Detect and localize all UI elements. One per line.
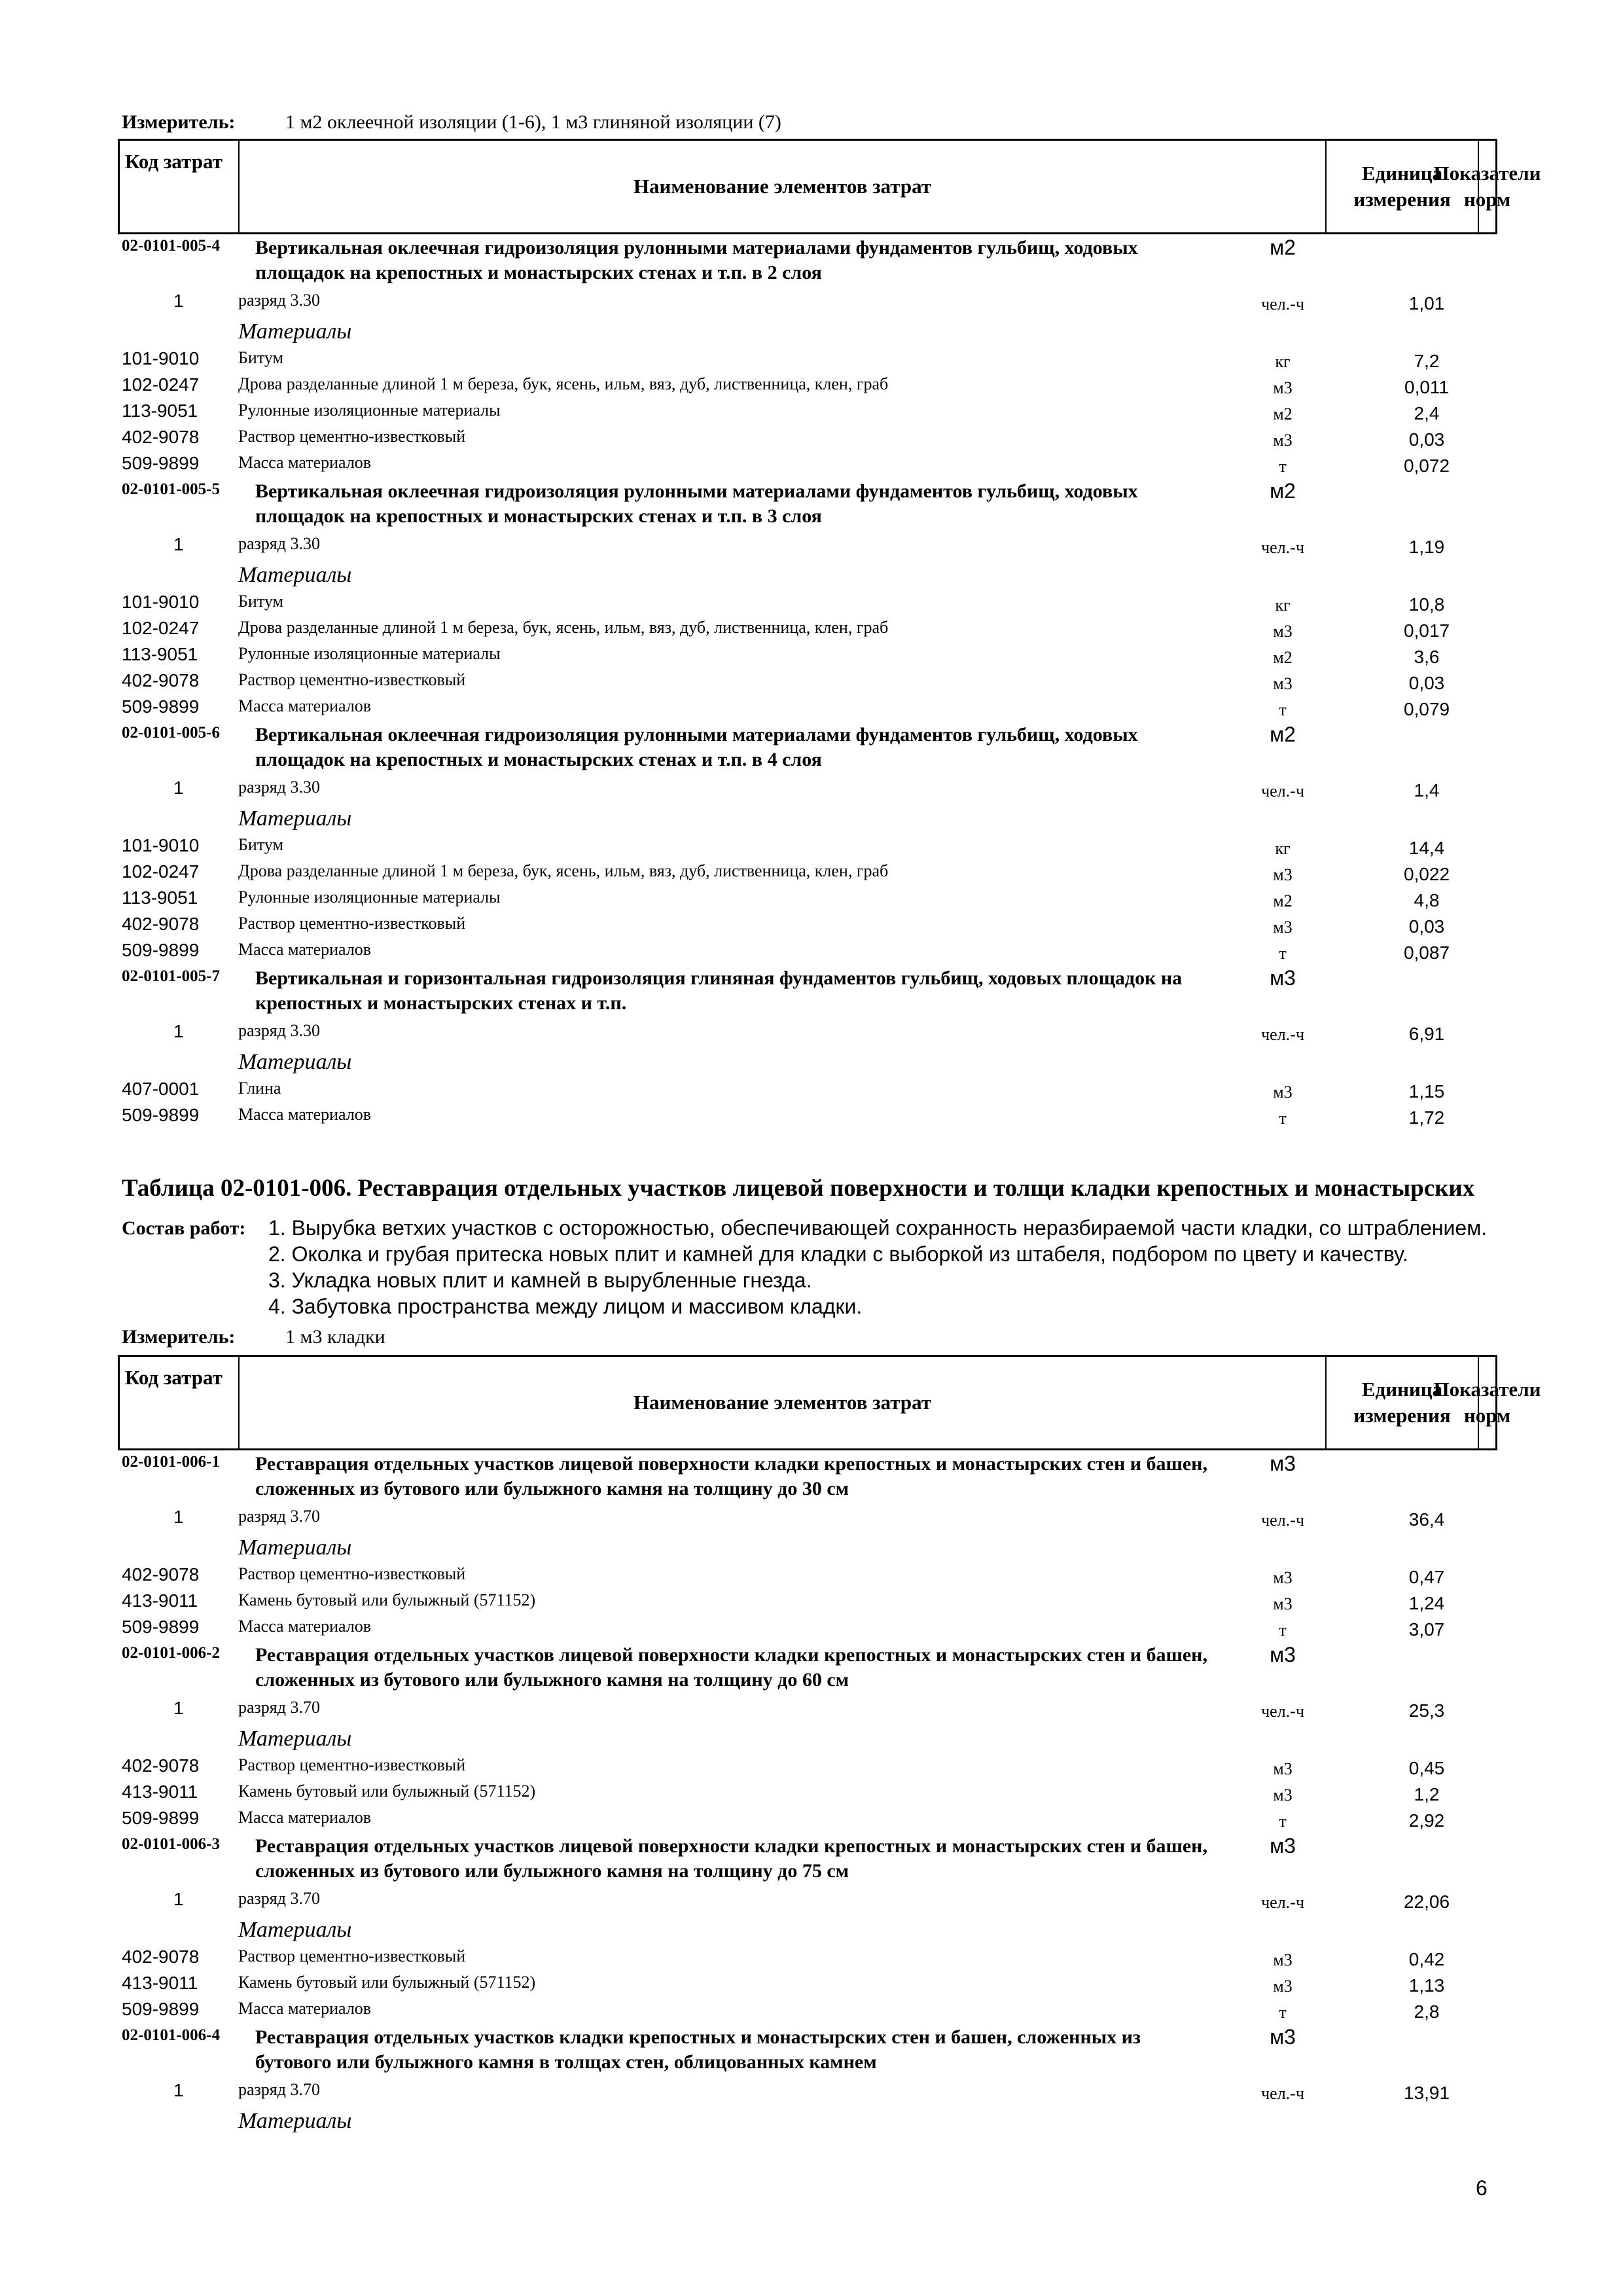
row-name: Раствор цементно-известковый — [238, 1946, 466, 1965]
row-value: 1,72 — [1408, 1107, 1445, 1128]
table-body-2 — [0, 1452, 1623, 2138]
row-name: Реставрация отдельных участков кладки крепостных и монастырских стен и башен, сложенных из бутового или булыжного камня в толщах стен, облицованных камнем — [255, 2026, 1141, 2073]
row-code: 113-9051 — [122, 644, 198, 664]
table-row — [0, 618, 1623, 644]
table-row — [0, 644, 1623, 670]
row-code: 402-9078 — [122, 1755, 200, 1776]
row-name: Материалы — [238, 1727, 352, 1751]
row-name: Масса материалов — [238, 940, 372, 959]
row-code: 113-9051 — [122, 401, 198, 421]
row-name: Масса материалов — [238, 696, 372, 715]
row-name: Масса материалов — [238, 453, 372, 472]
row-code: 509-9899 — [122, 1808, 200, 1828]
row-name: Вертикальная оклеечная гидроизоляция рулонными материалами фундаментов гульбищ, ходовых площадок на крепостных и монастырских стенах и т.п. в 4 слоя — [255, 724, 1138, 770]
header-norm: Показатели норм — [1433, 1378, 1541, 1427]
header-name: Наименование элементов затрат — [240, 141, 1327, 232]
table-row — [0, 453, 1623, 479]
row-value: 10,8 — [1408, 594, 1445, 615]
row-name: разряд 3.70 — [238, 1889, 320, 1908]
row-unit: м3 — [1273, 918, 1293, 937]
row-code: 101-9010 — [122, 348, 200, 368]
row-code: 509-9899 — [122, 696, 200, 717]
page-number: 6 — [1476, 2176, 1488, 2200]
table-row — [0, 562, 1623, 592]
table-row — [0, 1698, 1623, 1725]
row-code: 402-9078 — [122, 670, 200, 691]
row-value: 3,6 — [1414, 647, 1440, 667]
row-unit: м3 — [1273, 1950, 1293, 1969]
table-row — [0, 1452, 1623, 1507]
table-row — [0, 318, 1623, 348]
measure-line-2 — [122, 1326, 385, 1348]
row-unit: м2 — [1270, 236, 1296, 259]
row-value: 4,8 — [1414, 890, 1440, 910]
header-unit: Единица измерения — [1327, 1357, 1479, 1448]
table-row — [0, 348, 1623, 374]
row-name: Рулонные изоляционные материалы — [238, 644, 501, 663]
table-row — [0, 1946, 1623, 1973]
row-value: 0,45 — [1408, 1758, 1445, 1778]
row-name: Битум — [238, 348, 283, 367]
row-code: 413-9011 — [122, 1782, 198, 1802]
table-row — [0, 1808, 1623, 1834]
table-row — [0, 374, 1623, 401]
row-name: Дрова разделанные длиной 1 м береза, бук, ясень, ильм, вяз, дуб, лиственница, клен, граб — [238, 861, 889, 880]
table-row — [0, 401, 1623, 427]
row-code: 509-9899 — [122, 1617, 200, 1637]
row-unit: т — [1279, 700, 1287, 719]
row-unit: м3 — [1273, 378, 1293, 397]
row-code: 413-9011 — [122, 1973, 198, 1993]
table-row — [0, 723, 1623, 778]
table-row — [0, 1973, 1623, 1999]
row-code: 101-9010 — [122, 835, 200, 855]
row-unit: м3 — [1273, 865, 1293, 884]
row-value: 1,15 — [1408, 1081, 1445, 1102]
table-row — [0, 2108, 1623, 2138]
row-value: 2,4 — [1414, 403, 1440, 423]
table-row — [0, 1889, 1623, 1916]
row-code: 509-9899 — [122, 940, 200, 960]
row-unit: т — [1279, 1621, 1287, 1640]
row-value: 0,011 — [1404, 377, 1449, 397]
sostav-item: 1. Вырубка ветхих участков с осторожностью, обеспечивающей сохранность неразбираемой части кладки, со штраблением. — [268, 1216, 1488, 1240]
row-code: 1 — [173, 1889, 184, 1909]
row-value: 0,47 — [1408, 1567, 1445, 1587]
row-value: 0,022 — [1403, 864, 1450, 884]
table-row — [0, 1916, 1623, 1946]
row-name: Дрова разделанные длиной 1 м береза, бук, ясень, ильм, вяз, дуб, лиственница, клен, граб — [238, 618, 889, 637]
row-name: Материалы — [238, 1050, 352, 1074]
row-unit: м3 — [1270, 1834, 1296, 1857]
sostav-item: 2. Околка и грубая притеска новых плит и камней для кладки с выборкой из штабеля, подбором по цвету и качеству. — [268, 1242, 1408, 1266]
row-name: разряд 3.70 — [238, 1507, 320, 1526]
table-body-1 — [0, 236, 1623, 1131]
row-name: Материалы — [238, 2109, 352, 2133]
row-name: Масса материалов — [238, 1999, 372, 2018]
header-norm: Показатели норм — [1433, 162, 1541, 211]
row-value: 14,4 — [1408, 838, 1445, 858]
row-value: 3,07 — [1408, 1619, 1445, 1640]
row-unit: м3 — [1273, 1568, 1293, 1587]
table-row — [0, 835, 1623, 861]
table-row — [0, 1021, 1623, 1049]
row-name: Камень бутовый или булыжный (571152) — [238, 1973, 536, 1992]
sostav-label: Состав работ: — [122, 1217, 246, 1239]
row-name: Битум — [238, 592, 283, 611]
table-row — [0, 2025, 1623, 2080]
row-unit: т — [1279, 2003, 1287, 2022]
row-unit: м3 — [1273, 1759, 1293, 1778]
table-header-2 — [118, 1355, 1541, 1450]
row-code: 102-0247 — [122, 861, 200, 882]
row-code: 102-0247 — [122, 374, 200, 395]
row-value: 0,42 — [1408, 1949, 1445, 1969]
row-value: 22,06 — [1403, 1892, 1450, 1912]
row-unit: кг — [1275, 839, 1291, 858]
row-value: 0,072 — [1403, 456, 1450, 476]
row-value: 1,01 — [1408, 293, 1445, 314]
table-row — [0, 1755, 1623, 1782]
row-name: Раствор цементно-известковый — [238, 427, 466, 446]
header-unit: Единица измерения — [1327, 141, 1479, 232]
row-name: разряд 3.70 — [238, 1698, 320, 1717]
row-name: разряд 3.30 — [238, 778, 320, 797]
row-unit: м3 — [1273, 1083, 1293, 1102]
row-name: Масса материалов — [238, 1105, 372, 1124]
table-row — [0, 534, 1623, 562]
row-code: 509-9899 — [122, 1105, 200, 1125]
table-row — [0, 670, 1623, 696]
row-unit: т — [1279, 457, 1287, 476]
row-unit: м3 — [1273, 1977, 1293, 1996]
row-name: Раствор цементно-известковый — [238, 914, 466, 933]
row-unit: м2 — [1273, 404, 1293, 423]
row-value: 6,91 — [1408, 1024, 1445, 1044]
measure-value: 1 м3 кладки — [285, 1326, 385, 1348]
table-row — [0, 236, 1623, 291]
row-value: 1,2 — [1414, 1784, 1440, 1804]
row-code: 02-0101-006-1 — [122, 1453, 220, 1471]
row-value: 2,8 — [1414, 2001, 1440, 2022]
table-row — [0, 427, 1623, 453]
measure-line-1 — [122, 111, 781, 134]
table-row — [0, 805, 1623, 835]
header-code: Код затрат — [120, 141, 240, 232]
row-value: 1,24 — [1408, 1593, 1445, 1613]
row-unit: м3 — [1273, 431, 1293, 450]
row-unit: чел.-ч — [1261, 295, 1304, 314]
row-value: 1,13 — [1408, 1975, 1445, 1996]
row-code: 1 — [173, 778, 184, 798]
table-row — [0, 1782, 1623, 1808]
row-name: Камень бутовый или булыжный (571152) — [238, 1590, 536, 1609]
row-value: 0,017 — [1403, 620, 1450, 641]
row-unit: м3 — [1273, 674, 1293, 693]
row-name: разряд 3.30 — [238, 1021, 320, 1040]
row-unit: м2 — [1273, 891, 1293, 910]
row-unit: м3 — [1270, 1643, 1296, 1666]
row-unit: м3 — [1273, 1594, 1293, 1613]
measure-label: Измеритель: — [122, 1326, 236, 1348]
row-unit: т — [1279, 1812, 1287, 1831]
table-row — [0, 291, 1623, 318]
row-unit: чел.-ч — [1261, 1893, 1304, 1912]
table-row — [0, 1079, 1623, 1105]
row-code: 02-0101-005-4 — [122, 237, 220, 255]
row-code: 101-9010 — [122, 592, 200, 612]
table-header-1 — [118, 139, 1541, 234]
row-value: 7,2 — [1414, 351, 1440, 371]
row-value: 0,03 — [1408, 916, 1445, 937]
table-row — [0, 966, 1623, 1021]
row-code: 1 — [173, 1698, 184, 1718]
table-row — [0, 1105, 1623, 1131]
row-value: 0,03 — [1408, 673, 1445, 693]
row-name: Рулонные изоляционные материалы — [238, 888, 501, 906]
table-row — [0, 479, 1623, 534]
table-row — [0, 888, 1623, 914]
row-name: Материалы — [238, 563, 352, 587]
row-unit: м3 — [1270, 1452, 1296, 1475]
row-unit: т — [1279, 944, 1287, 963]
row-name: Раствор цементно-известковый — [238, 1564, 466, 1583]
row-value: 1,4 — [1414, 780, 1440, 800]
row-unit: чел.-ч — [1261, 2084, 1304, 2103]
row-name: разряд 3.30 — [238, 534, 320, 553]
table-row — [0, 696, 1623, 723]
row-unit: м3 — [1273, 622, 1293, 641]
table-row — [0, 914, 1623, 940]
row-name: Вертикальная и горизонтальная гидроизоляция глиняная фундаментов гульбищ, ходовых площадок на крепостных и монастырских стенах и т.п. — [255, 967, 1183, 1014]
row-name: Масса материалов — [238, 1808, 372, 1827]
row-value: 0,03 — [1408, 429, 1445, 450]
table-row — [0, 778, 1623, 805]
row-unit: чел.-ч — [1261, 1025, 1304, 1044]
row-value: 13,91 — [1403, 2083, 1450, 2103]
table-row — [0, 592, 1623, 618]
table-row — [0, 1590, 1623, 1617]
row-name: Раствор цементно-известковый — [238, 1755, 466, 1774]
table-row — [0, 1725, 1623, 1755]
row-name: Материалы — [238, 1918, 352, 1942]
measure-value: 1 м2 оклеечной изоляции (1-6), 1 м3 глиняной изоляции (7) — [285, 111, 781, 133]
row-code: 1 — [173, 1507, 184, 1527]
row-name: Раствор цементно-известковый — [238, 670, 466, 689]
row-code: 02-0101-006-3 — [122, 1835, 220, 1853]
row-value: 0,079 — [1403, 699, 1450, 719]
row-unit: м3 — [1273, 1785, 1293, 1804]
row-unit: м2 — [1270, 723, 1296, 746]
row-unit: м2 — [1273, 648, 1293, 667]
table-row — [0, 940, 1623, 966]
row-name: Вертикальная оклеечная гидроизоляция рулонными материалами фундаментов гульбищ, ходовых площадок на крепостных и монастырских стенах и т.п. в 2 слоя — [255, 237, 1138, 283]
row-name: Материалы — [238, 806, 352, 831]
row-unit: м3 — [1270, 2025, 1296, 2049]
row-unit: чел.-ч — [1261, 1702, 1304, 1721]
row-name: Реставрация отдельных участков лицевой поверхности кладки крепостных и монастырских стен и башен, сложенных из бутового или булыжного камня на толщину до 30 см — [255, 1453, 1207, 1499]
row-name: разряд 3.70 — [238, 2080, 320, 2099]
row-name: Глина — [238, 1079, 281, 1098]
row-unit: м2 — [1270, 479, 1296, 503]
table-2-title: Таблица 02-0101-006. Реставрация отдельных участков лицевой поверхности и толщи кладки крепостных и монастырских — [122, 1175, 1475, 1202]
sostav-item: 4. Забутовка пространства между лицом и массивом кладки. — [268, 1295, 863, 1318]
row-code: 407-0001 — [122, 1079, 200, 1099]
row-code: 1 — [173, 534, 184, 554]
row-unit: кг — [1275, 596, 1291, 615]
row-name: Дрова разделанные длиной 1 м береза, бук, ясень, ильм, вяз, дуб, лиственница, клен, граб — [238, 374, 889, 393]
row-unit: чел.-ч — [1261, 538, 1304, 557]
row-code: 1 — [173, 1021, 184, 1041]
row-code: 1 — [173, 2080, 184, 2100]
row-code: 1 — [173, 291, 184, 311]
row-code: 02-0101-006-2 — [122, 1644, 220, 1662]
table-row — [0, 2080, 1623, 2108]
row-name: Вертикальная оклеечная гидроизоляция рулонными материалами фундаментов гульбищ, ходовых площадок на крепостных и монастырских стенах и т.п. в 3 слоя — [255, 480, 1138, 527]
measure-label: Измеритель: — [122, 111, 236, 133]
row-code: 402-9078 — [122, 1946, 200, 1967]
row-code: 509-9899 — [122, 1999, 200, 2019]
row-value: 36,4 — [1408, 1509, 1445, 1530]
table-row — [0, 1049, 1623, 1079]
row-unit: кг — [1275, 352, 1291, 371]
row-unit: чел.-ч — [1261, 1511, 1304, 1530]
row-name: Камень бутовый или булыжный (571152) — [238, 1782, 536, 1801]
row-value: 2,92 — [1408, 1810, 1445, 1831]
row-code: 02-0101-006-4 — [122, 2026, 220, 2044]
table-row — [0, 1834, 1623, 1889]
row-unit: т — [1279, 1109, 1287, 1128]
table-row — [0, 1534, 1623, 1564]
row-name: разряд 3.30 — [238, 291, 320, 310]
header-code: Код затрат — [120, 1357, 240, 1448]
row-name: Реставрация отдельных участков лицевой поверхности кладки крепостных и монастырских стен и башен, сложенных из бутового или булыжного камня на толщину до 60 см — [255, 1644, 1207, 1691]
row-code: 402-9078 — [122, 1564, 200, 1585]
row-name: Масса материалов — [238, 1617, 372, 1636]
row-name: Реставрация отдельных участков лицевой поверхности кладки крепостных и монастырских стен и башен, сложенных из бутового или булыжного камня на толщину до 75 см — [255, 1835, 1207, 1882]
header-name: Наименование элементов затрат — [240, 1357, 1327, 1448]
table-row — [0, 1643, 1623, 1698]
row-code: 509-9899 — [122, 453, 200, 473]
row-code: 113-9051 — [122, 888, 198, 908]
row-code: 102-0247 — [122, 618, 200, 638]
row-value: 0,087 — [1403, 942, 1450, 963]
row-name: Материалы — [238, 1535, 352, 1560]
table-row — [0, 1564, 1623, 1590]
row-unit: м3 — [1270, 966, 1296, 990]
row-code: 02-0101-005-5 — [122, 480, 220, 498]
table-row — [0, 1617, 1623, 1643]
table-row — [0, 1507, 1623, 1534]
row-code: 402-9078 — [122, 427, 200, 447]
row-value: 25,3 — [1408, 1700, 1445, 1721]
row-name: Битум — [238, 835, 283, 854]
row-code: 02-0101-005-7 — [122, 967, 220, 985]
sostav-item: 3. Укладка новых плит и камней в вырубленные гнезда. — [268, 1268, 812, 1292]
row-name: Рулонные изоляционные материалы — [238, 401, 501, 420]
row-value: 1,19 — [1408, 537, 1445, 557]
row-code: 413-9011 — [122, 1590, 198, 1611]
row-name: Материалы — [238, 319, 352, 344]
row-code: 402-9078 — [122, 914, 200, 934]
table-row — [0, 861, 1623, 888]
table-row — [0, 1999, 1623, 2025]
row-code: 02-0101-005-6 — [122, 724, 220, 742]
row-unit: чел.-ч — [1261, 781, 1304, 800]
